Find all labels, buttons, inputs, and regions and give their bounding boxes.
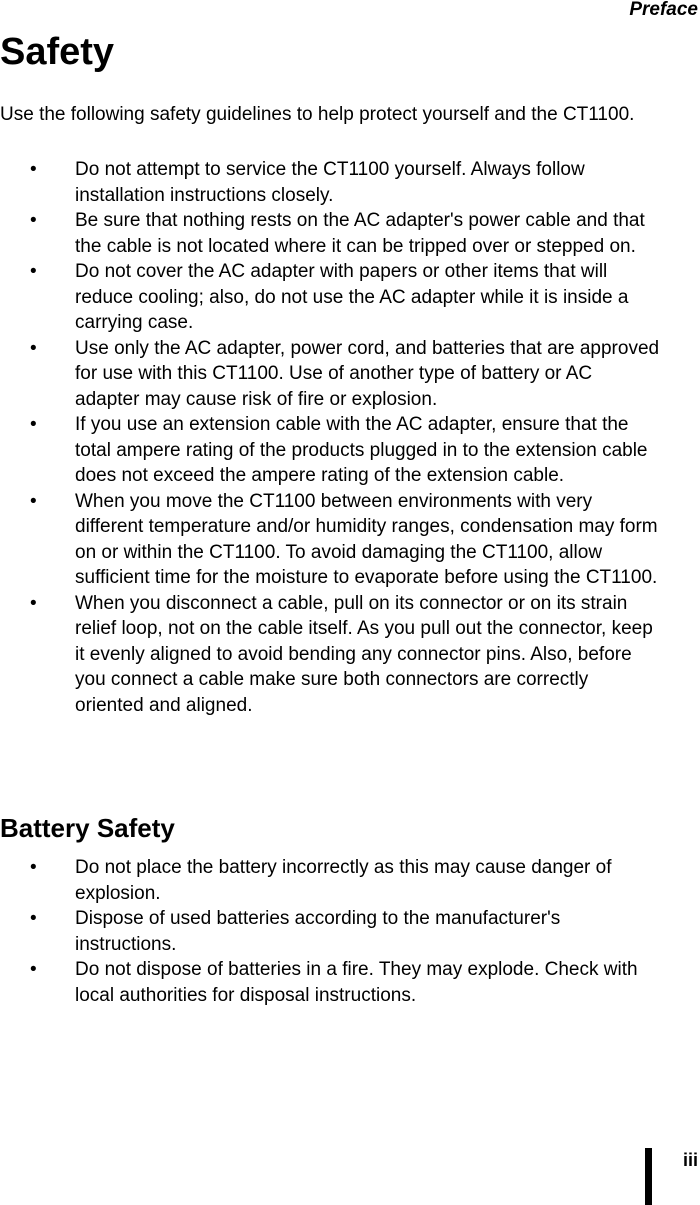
list-item-text: Be sure that nothing rests on the AC adapter's power cable and that the cable is not located where it can be tripped over or stepped on.	[75, 210, 645, 257]
list-item-text: Dispose of used batteries according to the manufacturer's instructions.	[75, 908, 561, 955]
bullet-icon: •	[30, 490, 37, 512]
page-title: Safety	[0, 31, 115, 73]
page-edge-bar	[645, 1148, 652, 1205]
list-item-text: Do not cover the AC adapter with papers or other items that will reduce cooling; also, do not use the AC adapter while it is inside a carrying case.	[75, 261, 629, 333]
list-item-text: Use only the AC adapter, power cord, and batteries that are approved for use with this CT1100. Use of another type of battery or AC adapter may cause risk of fire or explosion.	[75, 337, 660, 410]
list-item-text: Do not dispose of batteries in a fire. They may explode. Check with local authorities for disposal instructions.	[75, 959, 638, 1006]
bullet-icon: •	[30, 857, 37, 878]
list-item	[0, 208, 660, 259]
battery-safety-list	[0, 855, 660, 1008]
list-item-text: Do not place the battery incorrectly as this may cause danger of explosion.	[75, 857, 612, 904]
list-item-text: When you move the CT1100 between environments with very different temperature and/or humidity ranges, condensation may form on or within the CT1100. To avoid damaging the CT1100, allow sufficient time for the moisture to evaporate before using the CT1100.	[75, 490, 658, 588]
list-item	[0, 157, 660, 208]
list-item	[0, 855, 660, 906]
list-item	[0, 489, 660, 591]
bullet-icon: •	[30, 959, 37, 980]
list-item	[0, 259, 660, 336]
list-item	[0, 336, 660, 413]
list-item	[0, 906, 660, 957]
bullet-icon: •	[30, 908, 37, 929]
bullet-icon: •	[30, 414, 37, 435]
bullet-icon: •	[30, 261, 37, 282]
section-heading-battery-safety: Battery Safety	[0, 813, 175, 843]
intro-paragraph: Use the following safety guidelines to help protect yourself and the CT1100.	[0, 104, 635, 125]
list-item-text: If you use an extension cable with the AC adapter, ensure that the total ampere rating of the products plugged in to the extension cable does not exceed the ampere rating of the extension cable.	[75, 414, 648, 486]
safety-guidelines-list	[0, 157, 660, 718]
running-header: Preface	[629, 0, 698, 20]
page-number: iii	[682, 1150, 698, 1170]
list-item	[0, 957, 660, 1008]
list-item-text: When you disconnect a cable, pull on its connector or on its strain relief loop, not on the cable itself. As you pull out the connector, keep it evenly aligned to avoid bending any connector pins. Also, before you connect a cable make sure both connectors are correctly oriented and aligned.	[75, 592, 653, 716]
list-item	[0, 591, 660, 719]
list-item	[0, 412, 660, 489]
bullet-icon: •	[30, 592, 37, 614]
bullet-icon: •	[30, 159, 37, 180]
bullet-icon: •	[30, 210, 37, 231]
bullet-icon: •	[30, 337, 37, 359]
list-item-text: Do not attempt to service the CT1100 yourself. Always follow installation instructions closely.	[75, 159, 585, 206]
